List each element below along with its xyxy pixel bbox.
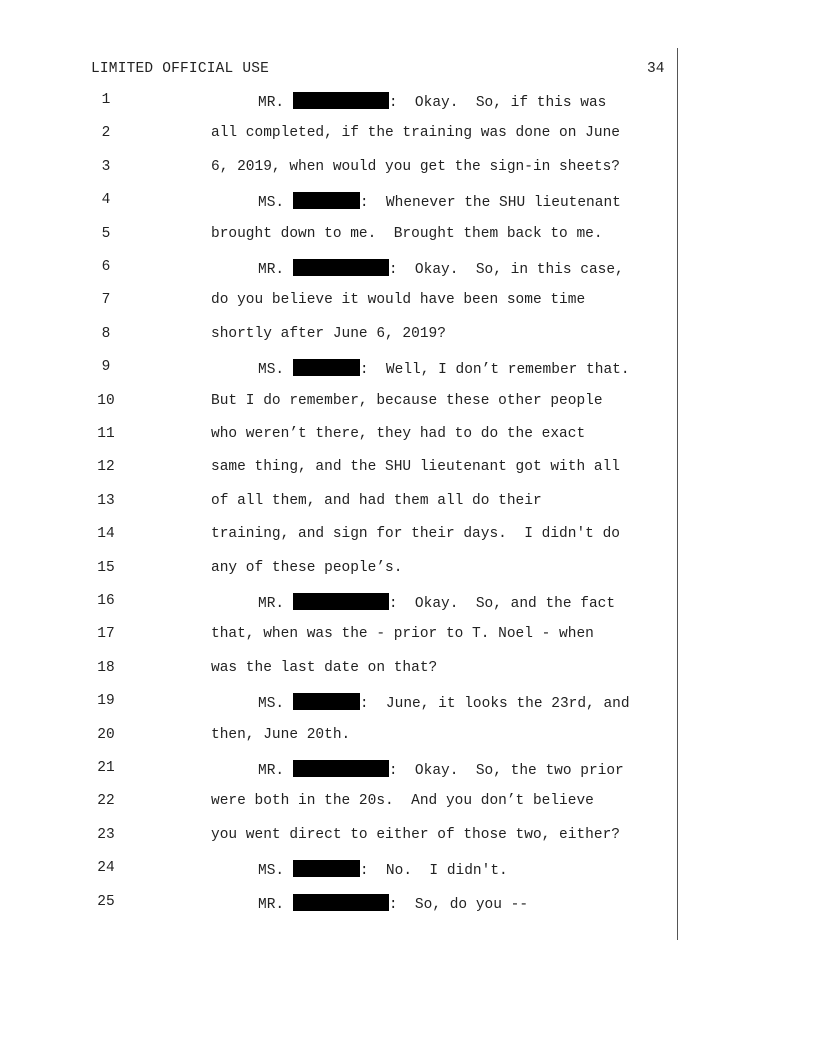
transcript-line: [0, 626, 816, 650]
line-text: [211, 426, 585, 442]
transcript-line: [0, 192, 816, 216]
line-text: [211, 292, 585, 308]
transcript-line: [0, 827, 816, 851]
transcript-line: [0, 727, 816, 751]
line-number: 14: [97, 526, 115, 543]
line-text: [258, 259, 624, 278]
line-number: 6: [101, 259, 111, 275]
line-number: 20: [97, 726, 115, 743]
line-text: [211, 226, 603, 242]
transcript-line: [0, 793, 816, 817]
line-text: [258, 192, 621, 211]
spoken-text: was the last date on that?: [211, 659, 438, 676]
spoken-text: all completed, if the training was done on June: [211, 125, 620, 142]
line-number: 12: [97, 459, 115, 476]
page-number: 34: [647, 61, 665, 77]
line-number: 18: [97, 659, 115, 676]
line-number: 25: [97, 893, 115, 910]
spoken-text: : Whenever the SHU lieutenant: [359, 195, 621, 212]
line-text: [211, 727, 350, 743]
spoken-text: any of these people’s.: [211, 559, 403, 576]
line-number: 7: [101, 292, 111, 309]
spoken-text: : June, it looks the 23rd, and: [359, 696, 630, 713]
redaction-box: [293, 760, 389, 777]
transcript-line: [0, 159, 816, 183]
line-number: 5: [101, 225, 111, 242]
line-text: [211, 526, 620, 542]
line-number: 17: [97, 626, 115, 643]
spoken-text: brought down to me. Brought them back to me.: [211, 225, 603, 242]
spoken-text: : Okay. So, and the fact: [388, 596, 616, 612]
speaker-label: MS.: [258, 195, 285, 212]
speaker-label: MR.: [258, 763, 285, 779]
line-number: 3: [101, 158, 111, 175]
spoken-text: were both in the 20s. And you don’t believe: [211, 793, 594, 810]
speaker-label: MR.: [258, 896, 285, 913]
spoken-text: then, June 20th.: [211, 726, 351, 743]
classification-header: LIMITED OFFICIAL USE: [91, 61, 270, 77]
line-text: [211, 326, 446, 342]
line-number: 21: [97, 760, 115, 776]
spoken-text: But I do remember, because these other people: [211, 392, 603, 409]
spoken-text: who weren’t there, they had to do the exact: [211, 426, 586, 442]
transcript-line: [0, 560, 816, 584]
speaker-label: MR.: [258, 95, 285, 111]
line-number: 1: [101, 92, 111, 108]
spoken-text: that, when was the - prior to T. Noel - when: [211, 626, 594, 643]
spoken-text: you went direct to either of those two, either?: [211, 826, 620, 843]
line-text: [258, 593, 615, 612]
speaker-label: MS.: [258, 696, 285, 713]
spoken-text: : Okay. So, the two prior: [388, 763, 624, 779]
spoken-text: 6, 2019, when would you get the sign-in sheets?: [211, 158, 620, 175]
redaction-box: [293, 259, 389, 276]
transcript-line: [0, 426, 816, 450]
line-text: [211, 827, 620, 843]
transcript-line: [0, 393, 816, 417]
line-number: 19: [97, 693, 115, 710]
spoken-text: do you believe it would have been some time: [211, 292, 586, 309]
spoken-text: of all them, and had them all do their: [211, 492, 542, 509]
transcript-line: [0, 326, 816, 350]
line-number: 16: [97, 593, 115, 609]
transcript-line: [0, 359, 816, 383]
transcript-line: [0, 860, 816, 884]
transcript-line: [0, 660, 816, 684]
line-number: 15: [97, 559, 115, 576]
redaction-box: [293, 860, 360, 877]
transcript-line: [0, 125, 816, 149]
spoken-text: : Okay. So, if this was: [388, 95, 607, 111]
redaction-box: [293, 359, 360, 376]
line-text: [211, 459, 620, 475]
spoken-text: : Well, I don’t remember that.: [359, 362, 630, 379]
transcript-line: [0, 894, 816, 918]
transcript-line: [0, 693, 816, 717]
line-text: [211, 793, 594, 809]
spoken-text: shortly after June 6, 2019?: [211, 325, 446, 342]
line-text: [211, 159, 620, 175]
transcript-line: [0, 226, 816, 250]
line-number: 11: [97, 426, 115, 442]
spoken-text: : Okay. So, in this case,: [388, 262, 624, 278]
line-text: [211, 560, 402, 576]
spoken-text: training, and sign for their days. I didn't do: [211, 526, 620, 543]
redaction-box: [293, 192, 360, 209]
line-text: [211, 125, 620, 141]
line-number: 23: [97, 826, 115, 843]
transcript-line: [0, 459, 816, 483]
line-number: 22: [97, 793, 115, 810]
line-number: 4: [101, 192, 111, 209]
line-text: [258, 860, 508, 879]
line-text: [258, 693, 630, 712]
speaker-label: MR.: [258, 262, 285, 278]
line-number: 8: [101, 325, 111, 342]
line-text: [211, 660, 437, 676]
speaker-label: MS.: [258, 362, 285, 379]
line-text: [211, 493, 542, 509]
redaction-box: [293, 92, 389, 109]
transcript-line: [0, 493, 816, 517]
transcript-line: [0, 259, 816, 283]
line-number: 9: [101, 359, 111, 376]
speaker-label: MR.: [258, 596, 285, 612]
line-text: [211, 393, 603, 409]
speaker-label: MS.: [258, 863, 285, 880]
transcript-line: [0, 526, 816, 550]
spoken-text: : So, do you --: [388, 896, 529, 913]
line-text: [258, 359, 630, 378]
line-text: [211, 626, 594, 642]
line-number: 10: [97, 392, 115, 409]
spoken-text: : No. I didn't.: [359, 863, 508, 880]
transcript-line: [0, 593, 816, 617]
transcript-line: [0, 292, 816, 316]
line-text: [258, 894, 528, 913]
line-text: [258, 760, 624, 779]
redaction-box: [293, 894, 389, 911]
transcript-line: [0, 760, 816, 784]
spoken-text: same thing, and the SHU lieutenant got with all: [211, 459, 620, 476]
redaction-box: [293, 693, 360, 710]
line-number: 13: [97, 492, 115, 509]
transcript-line: [0, 92, 816, 116]
line-number: 2: [101, 125, 111, 142]
line-number: 24: [97, 860, 115, 877]
line-text: [258, 92, 606, 111]
redaction-box: [293, 593, 389, 610]
